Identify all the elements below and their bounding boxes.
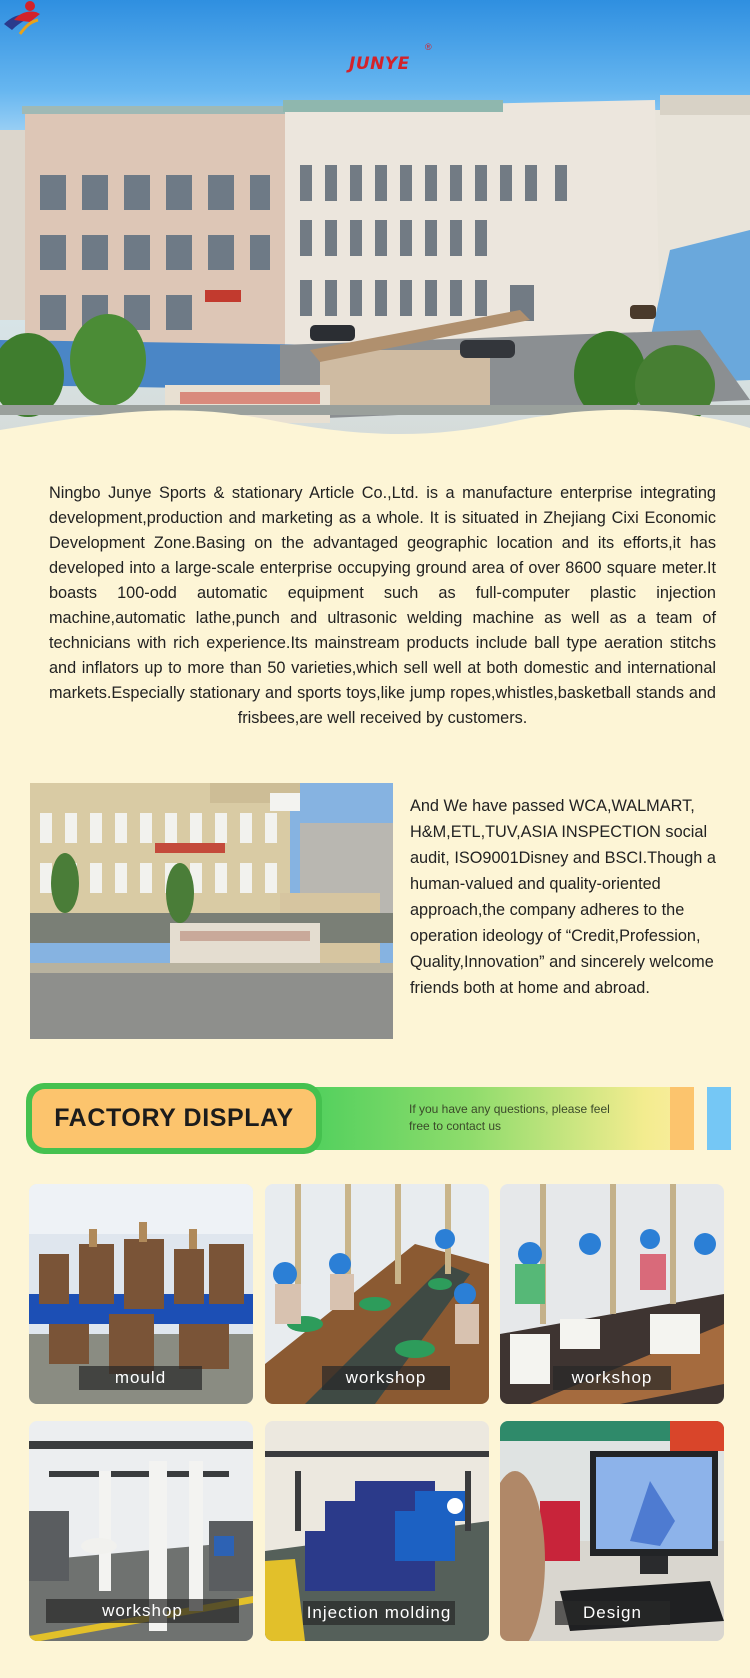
gallery-tile-mould[interactable] (29, 1184, 253, 1404)
certifications-text: And We have passed WCA,WALMART, H&M,ETL,TUV,ASIA INSPECTION social audit, ISO9001Disney and BSCI.Though a human-valued and quality-oriented approach,the company adheres to the operation ideology of “Credit,Profession, Quality,Innovation” and sincerely welcome friends both at home and abroad. (410, 797, 716, 997)
orange-accent-block (670, 1087, 694, 1150)
company-intro: Ningbo Junye Sports & stationary Article Co.,Ltd. is a manufacture enterprise integrating development,production and marketing as a whole. It is situated in Zhejiang Cixi Economic Development Zone.Basing on the advantaged geographic location and its efforts,it has developed into a large-scale enterprise occupying ground area of over 8600 square meter.It boasts 100-odd automatic equipment such as full-computer plastic injection machine,automatic lathe,punch and ultrasonic welding machine as well as a team of technicians with rich experience.Its mainstream products include ball type aeration stitchs and inflators up to more than 50 varieties,which sell well at both domestic and international markets.Especially stationary and sports toys,like jump ropes,whistles,basketball stands and frisbees,are well received by customers. (49, 484, 716, 727)
gallery-tile-workshop-2[interactable] (500, 1184, 724, 1404)
tile-caption: mould (79, 1366, 202, 1390)
brand-name: JUNYE (349, 54, 410, 74)
tile-caption: Injection molding (303, 1601, 455, 1625)
contact-prompt: If you have any questions, please feel free to contact us (409, 1102, 610, 1133)
tile-caption: workshop (322, 1366, 450, 1390)
blue-accent-block (707, 1087, 731, 1150)
gallery-tile-injection-molding[interactable] (265, 1421, 489, 1641)
hero-banner (0, 0, 750, 450)
factory-display-banner (26, 1083, 731, 1155)
gallery-tile-design[interactable] (500, 1421, 724, 1641)
tile-caption: Design (555, 1601, 670, 1625)
gallery-tile-workshop-1[interactable] (265, 1184, 489, 1404)
gallery-tile-workshop-3[interactable] (29, 1421, 253, 1641)
factory-entrance-photo (30, 783, 393, 1039)
tile-caption: workshop (553, 1366, 671, 1390)
factory-display-title: FACTORY DISPLAY (54, 1104, 294, 1132)
junye-logo-icon (0, 0, 100, 40)
registered-mark: ® (425, 42, 432, 52)
banner-title-pill (26, 1083, 322, 1154)
tile-caption: workshop (46, 1599, 239, 1623)
